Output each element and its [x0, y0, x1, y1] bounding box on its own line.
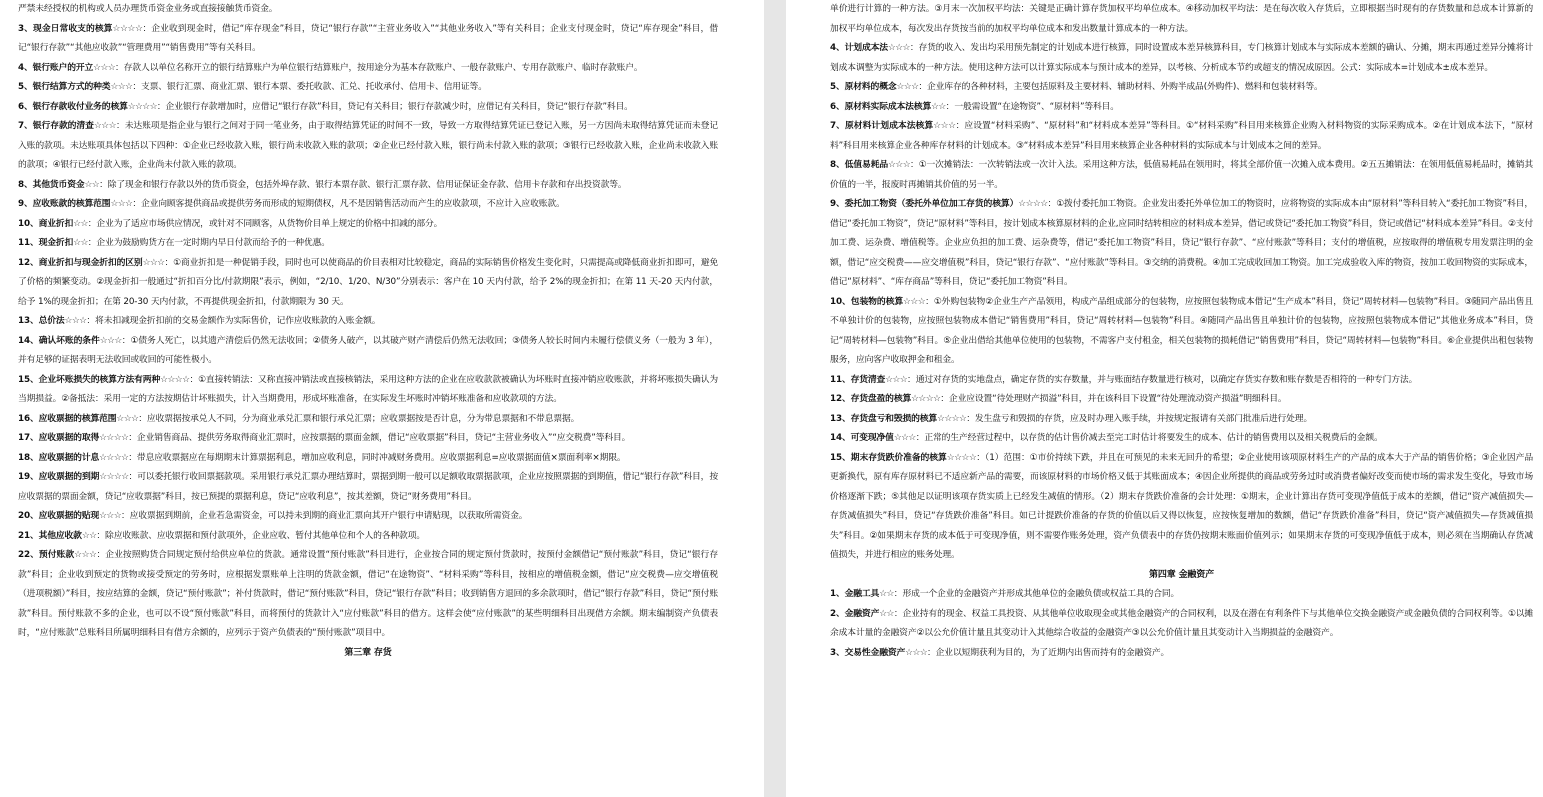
importance-stars: ☆☆☆☆: [946, 452, 977, 463]
term-body: ：①商业折扣是一种促销手段，同时也可以使商品的价目表相对比较稳定，商品的实际销售价格发生变化时，只需提高或降低商业折扣即可，避免了价格的频繁变动。②现金折扣一般通过“折扣百分比/付款期限”表示，例如，“2/10、1/20、N/30”分别表示：客户在 10 天内付款，给予 2%的现金折扣；在第 11 天-20 天内付款，给予 1%的现金折扣；在第 20-30 天内付款，不再提供现金折扣，付款期限为 30 天。: [18, 257, 719, 307]
term-body: ：未达账项是指企业与银行之间对于同一笔业务，由于取得结算凭证的时间不一致，导致一方取得结算凭证已登记入账，另一方因尚未取得结算凭证而未登记入账的款项。未达账项具体包括以下四种：①企业已经收款入账，银行尚未收款入账的款项；②企业已经付款入账，银行尚未付款入账的款项；③银行已经收款入账，企业尚未收款入账的款项；④银行已经付款入账，企业尚未付款入账的款项。: [18, 121, 719, 170]
term-title: 13、总价法: [18, 316, 65, 326]
importance-stars: ☆☆☆: [893, 433, 916, 443]
term-body: ：①外购包装物②企业生产产品领用，构成产品组成部分的包装物，应按照包装物成本借记“生产成本”科目，贷记“周转材料—包装物”科目。③随同产品出售且不单独计价的包装物，应按照包装物成本借记“销售费用”科目，贷记“周转材料—包装物”科目。④随同产品出售且单独计价的包装物，应按照包装物成本借记“其他业务成本”科目，贷记“周转材料—包装物”科目。⑤企业出借给其他单位使用的包装物，不需客户支付租金，相关包装物的损耗借记“销售费用”科目，贷记“周转材料—包装物”科目。⑥企业提供出租包装物服务，应向客户收取押金和租金。: [830, 296, 1534, 365]
importance-stars: ☆☆☆: [933, 121, 956, 131]
chapter-heading-4: 第四章 金融资产: [1149, 569, 1214, 580]
definition-paragraph: [18, 215, 718, 235]
term-title: 12、存货盘盈的核算: [830, 394, 912, 404]
definition-paragraph: [830, 585, 1533, 605]
term-body: ：企业向顾客提供商品或提供劳务而形成的短期债权，凡不是因销售活动而产生的应收款项，不应计入应收账款。: [132, 199, 565, 209]
term-title: 9、委托加工物资（委托外单位加工存货的核算）: [830, 199, 1019, 209]
left-lead-paragraph: 严禁未经授权的机构或人员办理货币资金业务或直接接触货币资金。: [18, 4, 278, 14]
term-title: 15、期末存货跌价准备的核算: [830, 452, 947, 463]
definition-paragraph: [830, 156, 1533, 195]
term-body: ：发生盘亏和毁损的存货，应及时办理入账手续，并按规定报请有关部门批准后进行处理。: [966, 413, 1313, 424]
term-title: 20、应收票据的贴现: [18, 511, 100, 521]
term-body: ：应收票据按承兑人不同，分为商业承兑汇票和银行承兑汇票；应收票据按是否计息，分为带息票据和不带息票据。: [138, 413, 580, 424]
importance-stars: ☆☆☆: [116, 413, 139, 424]
importance-stars: ☆☆: [931, 101, 946, 112]
importance-stars: ☆☆: [879, 589, 894, 599]
term-title: 3、现金日常收支的核算: [18, 23, 113, 34]
document-page-right: [786, 0, 1543, 797]
right-items: [830, 39, 1533, 566]
definition-paragraph: [830, 644, 1533, 664]
right-items-2: [830, 585, 1533, 663]
term-title: 11、现金折扣: [18, 238, 74, 248]
term-title: 14、可变现净值: [830, 433, 894, 443]
definition-paragraph: [830, 449, 1533, 566]
importance-stars: ☆☆☆: [887, 43, 910, 53]
term-body: ：企业库存的各种材料，主要包括原料及主要材料、辅助材料、外购半成品(外购件)、燃料和包装材料等。: [918, 82, 1323, 92]
term-body: ：支票、银行汇票、商业汇票、银行本票、委托收款、汇兑、托收承付、信用卡、信用证等。: [132, 82, 487, 92]
importance-stars: ☆☆: [81, 530, 97, 541]
term-body: ：企业应设置“待处理财产损溢”科目，并在该科目下设置“待处理流动资产损溢”明细科目。: [940, 394, 1287, 404]
term-title: 8、其他货币资金: [18, 179, 85, 190]
right-lead-paragraph: 单价进行计算的一种方法。③月末一次加权平均法：关键是正确计算存货加权平均单位成本。④移动加权平均法：是在每次收入存货后，立即根据当时现有的存货数量和总成本计算新的加权平均单位成本，每次发出存货按当前的加权平均单位成本和发出数量计算成本的一种方法。: [830, 4, 1533, 34]
term-body: ：①拨付委托加工物资。企业发出委托外单位加工的物资时，应将物资的实际成本由“原材料”等科目转入“委托加工物资”科目，借记“委托加工物资”，贷记“原材料”等科目，按计划成本核算原材料的企业,应同时结转相应的材料成本差异，借记或贷记“委托加工物资”科目，贷记或借记“材料成本差异”科目。②支付加工费、运杂费、增值税等。企业应负担的加工费、运杂费等，借记“委托加工物资”科目，贷记“银行存款”、“应付账款”等科目；支付的增值税，应按取得的增值税专用发票注明的金额，借记“应交税费——应交增值税”科目，贷记“银行存款”、“应付账款”等科目。③交纳的消费税。④加工完成收回加工物资。加工完成验收入库的物资，按加工收回物资的实际成本，借记“原材料”、“库存商品”等科目，贷记“委托加工物资”科目。: [830, 199, 1534, 287]
importance-stars: ☆☆☆: [99, 335, 122, 346]
term-title: 3、交易性金融资产: [830, 647, 906, 658]
definition-paragraph: [18, 371, 718, 410]
importance-stars: ☆☆: [73, 218, 88, 229]
term-body: ：企业销售商品、提供劳务取得商业汇票时，应按票据的票面金额，借记“应收票据”科目，贷记“主营业务收入”“应交税费”等科目。: [128, 433, 631, 443]
term-title: 14、确认坏账的条件: [18, 335, 100, 346]
term-title: 7、原材料计划成本法核算: [830, 121, 934, 131]
term-body: ：①债务人死亡，以其遗产清偿后仍然无法收回；②债务人破产，以其破产财产清偿后仍然无法收回；③债务人较长时间内未履行偿债义务（一般为 3 年），并有足够的证据表明无法收回或收回的可能性极小。: [18, 335, 718, 365]
term-title: 15、企业坏账损失的核算方法有两种: [18, 374, 161, 385]
importance-stars: ☆☆☆: [110, 82, 133, 92]
definition-paragraph: [18, 468, 718, 507]
importance-stars: ☆☆☆☆: [99, 452, 129, 463]
definition-paragraph: [18, 59, 718, 79]
term-body: ：企业银行存款增加时，应借记“银行存款”科目，贷记有关科目；银行存款减少时，应借记有关科目，贷记“银行存款”科目。: [156, 101, 633, 112]
importance-stars: ☆☆: [73, 238, 88, 248]
term-title: 8、低值易耗品: [830, 160, 889, 170]
definition-paragraph: [830, 605, 1533, 644]
term-body: ：企业为了适应市场供应情况，或针对不同顾客，从货物价目单上规定的价格中扣减的部分。: [87, 218, 443, 229]
definition-paragraph: [18, 410, 718, 430]
importance-stars: ☆☆☆: [74, 550, 97, 560]
definition-paragraph: [18, 429, 718, 449]
term-body: ：企业为鼓励购货方在一定时期内早日付款而给予的一种优惠。: [87, 238, 330, 248]
definition-paragraph: [18, 312, 718, 332]
definition-paragraph: [18, 78, 718, 98]
chapter-heading-3: 第三章 存货: [344, 647, 392, 658]
term-body: ：企业持有的现金、权益工具投资、从其他单位收取现金或其他金融资产的合同权利，以及在潜在有利条件下与其他单位交换金融资产或金融负债的合同权利等。①以摊余成本计量的金融资产②以公允价值计量且其变动计入其他综合收益的金融资产③以公允价值计量且其变动计入当期损益的金融资产。: [830, 608, 1534, 638]
importance-stars: ☆☆☆☆: [99, 433, 129, 443]
importance-stars: ☆☆☆☆: [160, 374, 190, 385]
definition-paragraph: [830, 98, 1533, 118]
term-body: ：通过对存货的实地盘点，确定存货的实存数量，并与账面结存数量进行核对，以确定存货实存数和账存数是否相符的一种专门方法。: [907, 374, 1418, 385]
term-body: ：企业以短期获利为目的，为了近期内出售而持有的金融资产。: [927, 647, 1170, 658]
term-body: ：可以委托银行收回票据款项。采用银行承兑汇票办理结算时，票据到期一般可以足额收取票据款项，企业应按照票据的到期值，借记“银行存款”科目，按应收票据的票面金额，贷记“应收票据”科目，按已预提的票据利息，贷记“应收利息”，按其差额，贷记“财务费用”科目。: [18, 472, 718, 502]
importance-stars: ☆☆☆☆: [127, 101, 157, 112]
term-title: 16、应收票据的核算范围: [18, 413, 117, 424]
importance-stars: ☆☆☆: [93, 62, 116, 73]
importance-stars: ☆☆☆☆: [112, 23, 143, 34]
term-body: ：应设置“材料采购”、“原材料”和“材料成本差异”等科目。①“材料采购”科目用来核算企业购入材料物资的实际采购成本。②在计划成本法下，“原材料”科目用来核算企业各种库存材料的计划成本。③“材料成本差异”科目用来核算企业各种材料的实际成本与计划成本之间的差异。: [830, 121, 1534, 151]
definition-paragraph: [830, 39, 1533, 78]
definition-paragraph: [18, 234, 718, 254]
term-title: 17、应收票据的取得: [18, 433, 100, 443]
importance-stars: ☆☆☆: [99, 511, 121, 521]
definition-paragraph: [18, 176, 718, 196]
term-body: ：除了现金和银行存款以外的货币资金，包括外埠存款、银行本票存款、银行汇票存款、信用证保证金存款、信用卡存款和存出投资款等。: [99, 179, 627, 190]
term-body: ：（1）范围：①市价持续下跌，并且在可预见的未来无回升的希望；②企业使用该项原材料生产的产品的成本大于产品的销售价格；③企业因产品更新换代，原有库存原材料已不适应新产品的需要，而该原材料的市场价格又低于其账面成本；④因企业所提供的商品或劳务过时或消费者偏好改变而使市场的需求发生变化，导致市场价格逐渐下跌；⑤其他足以证明该项存货实质上已经发生减值的情形。（2）期末存货跌价准备的会计处理：①期末，企业计算出存货可变现净值低于成本的差额，借记“资产减值损失—存货减值损失”科目，贷记“存货跌价准备”科目。如已计提跌价准备的存货的价值以后又得以恢复，应按恢复增加的数额，借记“存货跌价准备”科目，贷记“资产减值损失—存货减值损失”科目。②如果期末存货的成本低于可变现净值，则不需要作账务处理，资产负债表中的存货仍按期末账面价值列示；如果期末存货的可变现净值低于成本，则必须在当期确认存货减值损失，并进行相应的账务处理。: [830, 452, 1533, 560]
importance-stars: ☆☆☆: [110, 199, 133, 209]
importance-stars: ☆☆☆: [93, 121, 116, 131]
importance-stars: ☆☆: [84, 179, 100, 190]
importance-stars: ☆☆☆☆: [937, 413, 967, 424]
term-title: 5、原材料的概念: [830, 82, 897, 92]
importance-stars: ☆☆☆☆: [911, 394, 941, 404]
importance-stars: ☆☆☆: [888, 160, 911, 170]
term-title: 11、存货清查: [830, 374, 886, 385]
definition-paragraph: [18, 98, 718, 118]
term-body: ：①直接转销法：又称直接冲销法或直接核销法，采用这种方法的企业在应收款款被确认为坏账时直接冲销应收账款，并将坏账损失确认为当期损益。②备抵法：采用一定的方法按期估计坏账损失，计入当期费用，形成坏账准备，在实际发生坏账时冲销坏账准备和应收款项的方法。: [18, 374, 718, 404]
term-body: ：形成一个企业的金融资产并形成其他单位的金融负债或权益工具的合同。: [893, 589, 1180, 599]
term-title: 21、其他应收款: [18, 530, 82, 541]
importance-stars: ☆☆☆: [142, 257, 165, 268]
term-body: ：正常的生产经营过程中，以存货的估计售价减去至完工时估计将要发生的成本、估计的销售费用以及相关税费后的金额。: [915, 433, 1383, 443]
term-title: 10、包装物的核算: [830, 296, 904, 307]
term-title: 19、应收票据的到期: [18, 472, 100, 482]
definition-paragraph: [830, 117, 1533, 156]
document-page-left: [0, 0, 764, 797]
term-title: 7、银行存款的清查: [18, 121, 94, 131]
term-body: ：将未扣减现金折扣前的交易金额作为实际售价，记作应收账款的入账金额。: [86, 316, 381, 326]
definition-paragraph: [830, 429, 1533, 449]
definition-paragraph: [18, 254, 718, 313]
term-title: 6、原材料实际成本法核算: [830, 101, 932, 112]
importance-stars: ☆☆☆: [896, 82, 919, 92]
term-title: 22、预付账款: [18, 550, 75, 560]
importance-stars: ☆☆: [879, 608, 894, 619]
term-title: 4、计划成本法: [830, 43, 888, 53]
definition-paragraph: [18, 449, 718, 469]
term-title: 18、应收票据的计息: [18, 452, 100, 463]
definition-paragraph: [18, 20, 718, 59]
term-title: 1、金融工具: [830, 589, 880, 599]
definition-paragraph: [18, 527, 718, 547]
term-body: ：除应收账款、应收票据和预付款项外，企业应收、暂付其他单位和个人的各种款项。: [96, 530, 425, 541]
term-body: ：带息应收票据应在每期期末计算票据利息，增加应收利息，同时冲减财务费用。应收票据利息=应收票据面值×票面利率×期限。: [128, 452, 626, 463]
definition-paragraph: [18, 332, 718, 371]
importance-stars: ☆☆☆: [64, 316, 87, 326]
term-title: 4、银行账户的开立: [18, 62, 94, 73]
left-items: [18, 20, 718, 644]
term-body: ：企业按照购货合同规定预付给供应单位的货款。通常设置“预付账款”科目进行，企业按合同的规定预付货款时，按预付金额借记“预付账款”科目，贷记“银行存款”科目；企业收到预定的货物或接受预定的劳务时，应根据发票账单上注明的货款金额，借记“在途物资”、“材料采购”等科目，按相应的增值税金额，借记“应交税费—应交增值税（进项税额）”科目，按应结算的金额，贷记“预付账款”；补付货款时，借记“预付账款”科目，贷记“银行存款”科目；收到销售方退回的多余款项时，借记“银行存款”科目，贷记“预付账款”科目。预付账款不多的企业，也可以不设“预付账款”科目，而将预付的货款计入“应付账款”科目的借方。这样会使“应付账款”的某些明细科目出现借方余额。期末编制资产负债表时，“应付账款”总账科目所属明细科目有借方余额的，应列示于资产负债表的“预付账款”项目中。: [18, 550, 718, 638]
term-title: 5、银行结算方式的种类: [18, 82, 111, 92]
definition-paragraph: [830, 371, 1533, 391]
importance-stars: ☆☆☆☆: [1018, 199, 1048, 209]
importance-stars: ☆☆☆☆: [99, 472, 129, 482]
definition-paragraph: [830, 78, 1533, 98]
definition-paragraph: [830, 195, 1533, 293]
term-title: 2、金融资产: [830, 608, 880, 619]
definition-paragraph: [18, 546, 718, 644]
term-body: ：①一次摊销法：一次转销法或一次计入法。采用这种方法，低值易耗品在领用时，将其全部价值一次摊入成本费用。②五五摊销法：在领用低值易耗品时，摊销其价值的一半，报废时再摊销其价值的另一半。: [830, 160, 1533, 190]
importance-stars: ☆☆☆: [905, 647, 928, 658]
definition-paragraph: [830, 410, 1533, 430]
importance-stars: ☆☆☆: [903, 296, 926, 307]
definition-paragraph: [18, 195, 718, 215]
term-title: 12、商业折扣与现金折扣的区别: [18, 257, 143, 268]
definition-paragraph: [830, 293, 1533, 371]
importance-stars: ☆☆☆: [885, 374, 908, 385]
term-title: 9、应收账款的核算范围: [18, 199, 111, 209]
term-body: ：存货的收入、发出均采用预先制定的计划成本进行核算，同时设置成本差异核算科目，专门核算计划成本与实际成本差额的确认、分摊，期末再通过差异分摊将计划成本调整为实际成本的一种方法。使用这种方法可以计算实际成本与预计成本的差异，以考核、分析成本节约或超支的情况成原因。公式：实际成本=计划成本±成本差异。: [830, 43, 1533, 73]
page-gutter: [764, 0, 786, 797]
term-body: ：应收票据到期前，企业若急需资金，可以持未到期的商业汇票向其开户银行申请贴现，以获取所需资金。: [120, 511, 528, 521]
term-title: 13、存货盘亏和毁损的核算: [830, 413, 938, 424]
term-title: 10、商业折扣: [18, 218, 74, 229]
definition-paragraph: [830, 390, 1533, 410]
definition-paragraph: [18, 507, 718, 527]
definition-paragraph: [18, 117, 718, 176]
term-body: ：存款人以单位名称开立的银行结算账户为单位银行结算账户，按用途分为基本存款账户、一般存款账户、专用存款账户、临时存款账户。: [115, 62, 643, 73]
term-title: 6、银行存款收付业务的核算: [18, 101, 128, 112]
term-body: ：企业收到现金时，借记“库存现金”科目，贷记“银行存款”“主营业务收入”“其他业务收入”等有关科目；企业支付现金时，贷记“库存现金”科目，借记“银行存款”“其他应收款”“管理费用”“销售费用”等有关科目。: [18, 23, 718, 53]
term-body: ：一般需设置“在途物资”、“原材料”等科目。: [945, 101, 1119, 112]
